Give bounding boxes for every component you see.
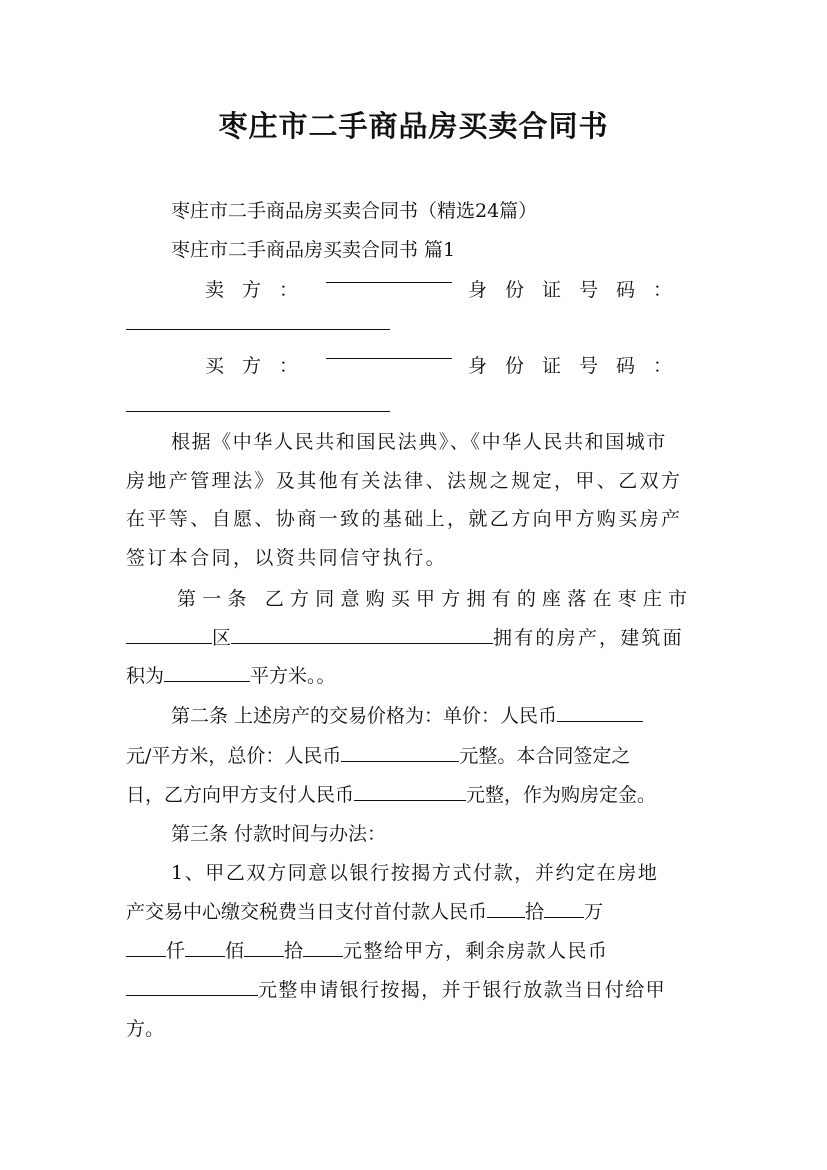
down-wan-blank	[544, 916, 584, 918]
seller-id-blank	[126, 329, 390, 330]
document-title: 枣庄市二手商品房买卖合同书	[218, 109, 609, 143]
para1-line4: 签订本合同，以资共同信守执行。	[126, 547, 448, 569]
down-shi-blank	[244, 955, 284, 957]
section-heading: 枣庄市二手商品房买卖合同书 篇1	[171, 239, 456, 261]
art3-line3	[126, 942, 704, 961]
buyer-name-blank	[326, 357, 452, 359]
art1-line2	[126, 629, 704, 648]
deposit-blank	[354, 799, 466, 801]
art2-line1	[171, 707, 704, 726]
art1-area-post: 平方米。。	[250, 665, 336, 687]
art2-l2a: 元/平方米，总价：人民币	[126, 745, 342, 767]
district-blank	[126, 642, 212, 644]
art2-l2b: 元整。本合同签定之	[459, 745, 631, 767]
loan-amount-blank	[126, 994, 258, 996]
art3-line5: 方。	[126, 1018, 165, 1040]
art3-line2	[126, 903, 704, 922]
para1-line1: 根据《中华人民共和国民法典》、《中华人民共和国城市	[171, 431, 668, 453]
art2-l3b: 元整，作为购房定金。	[466, 784, 657, 806]
art3-wan: 万	[584, 901, 604, 923]
seller-name-blank	[326, 281, 452, 283]
art1-line3	[126, 667, 704, 686]
art1-qu: 区	[212, 627, 232, 649]
art3-line4	[126, 981, 704, 1000]
seller-label: 卖方：	[205, 279, 317, 301]
unit-price-blank	[557, 720, 643, 722]
buyer-label: 买方：	[205, 355, 317, 377]
down-yuan-blank	[303, 955, 343, 957]
art3-bai: 佰	[225, 940, 245, 962]
buyer-id-blank	[126, 411, 390, 412]
down-bai-blank	[185, 955, 225, 957]
art3-l2a: 产交易中心缴交税费当日支付首付款人民币	[126, 901, 488, 923]
down-qian-blank	[126, 955, 166, 957]
art1-area-pre: 积为	[126, 665, 165, 687]
buyer-id-label: 身份证号码：	[467, 355, 690, 377]
art2-l1: 第二条 上述房产的交易价格为：单价：人民币	[171, 705, 558, 727]
art2-l3a: 日，乙方向甲方支付人民币	[126, 784, 355, 806]
para1-line2: 房地产管理法》及其他有关法律、法规之规定，甲、乙双方	[126, 470, 683, 492]
art3-line1: 1、甲乙双方同意以银行按揭方式付款，并约定在房地	[171, 862, 659, 884]
art3-l4: 元整申请银行按揭，并于银行放款当日付给甲	[258, 979, 667, 1001]
location-blank	[231, 642, 493, 644]
art3-yuan: 元整给甲方，剩余房款人民币	[343, 940, 609, 962]
art1-line1: 第一条 乙方同意购买甲方拥有的座落在枣庄市	[177, 588, 694, 610]
art2-line3	[126, 786, 704, 805]
seller-row	[205, 281, 690, 300]
art3-shi2: 拾	[284, 940, 304, 962]
art2-line2	[126, 747, 704, 766]
art3-title: 第三条 付款时间与办法：	[171, 823, 387, 845]
art3-shi1: 拾	[525, 901, 545, 923]
total-price-blank	[341, 760, 459, 762]
subtitle: 枣庄市二手商品房买卖合同书（精选24篇）	[171, 200, 538, 222]
buyer-row	[205, 357, 690, 376]
down-shi-wan-blank	[487, 916, 525, 918]
seller-id-label: 身份证号码：	[467, 279, 690, 301]
area-blank	[164, 680, 250, 682]
art1-owned: 拥有的房产，建筑面	[493, 627, 684, 649]
art3-qian: 仟	[166, 940, 186, 962]
para1-line3: 在平等、自愿、协商一致的基础上，就乙方向甲方购买房产	[126, 508, 683, 530]
